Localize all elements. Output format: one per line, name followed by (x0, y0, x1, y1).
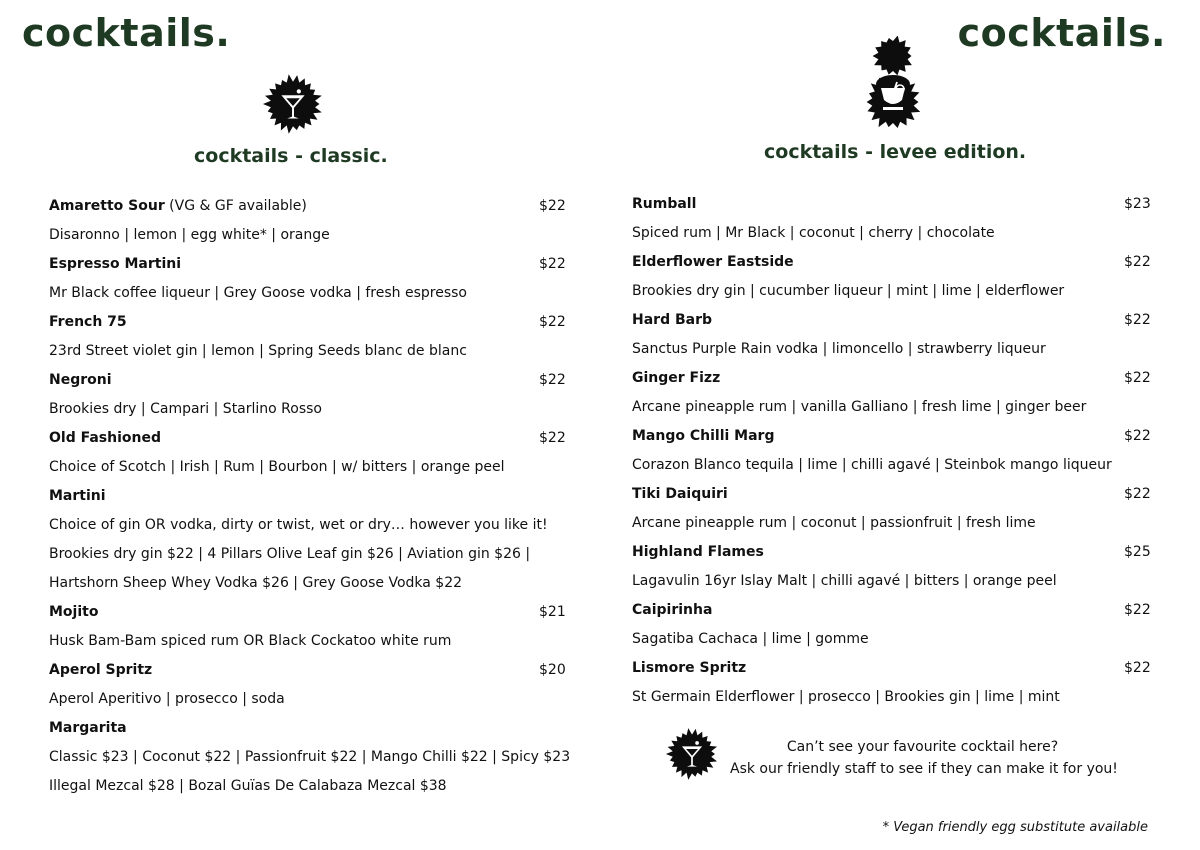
cocktail-description: Brookies dry gin $22 | 4 Pillars Olive Leaf gin $26 | Aviation gin $26 | (49, 546, 531, 562)
ask-staff-line-2: Ask our friendly staff to see if they can make it for you! (730, 761, 1118, 777)
menu-item-row (49, 656, 570, 685)
cocktail-description: Sagatiba Cachaca | lime | gomme (632, 631, 869, 647)
menu-item-row (632, 480, 1151, 509)
levee-section-title: cocktails - levee edition. (764, 141, 1027, 163)
cocktail-name: Margarita (49, 720, 127, 736)
cocktail-description: Classic $23 | Coconut $22 | Passionfruit $22 | Mango Chilli $22 | Spicy $23 (49, 749, 571, 765)
cocktail-description: St Germain Elderflower | prosecco | Brookies gin | lime | mint (632, 689, 1060, 705)
vegan-footnote: * Vegan friendly egg substitute available (882, 820, 1148, 835)
cocktail-name: Amaretto Sour (49, 198, 165, 214)
levee-menu-list (632, 190, 1151, 712)
cocktail-description: Illegal Mezcal $28 | Bozal Guïas De Calabaza Mezcal $38 (49, 778, 447, 794)
cocktail-name: Aperol Spritz (49, 662, 153, 678)
cocktail-price: $22 (1124, 428, 1151, 444)
cocktail-description: Hartshorn Sheep Whey Vodka $26 | Grey Goose Vodka $22 (49, 575, 463, 591)
cocktail-name: Ginger Fizz (632, 370, 721, 386)
martini-splat-icon (665, 727, 719, 781)
menu-item-row (632, 654, 1151, 683)
menu-item-row (49, 308, 570, 337)
cocktail-description: Husk Bam-Bam spiced rum OR Black Cockatoo white rum (49, 633, 452, 649)
cocktail-price: $22 (539, 430, 566, 446)
cocktail-name: Lismore Spritz (632, 660, 747, 676)
cocktail-price: $21 (539, 604, 566, 620)
menu-item-row (49, 424, 570, 453)
cocktail-description: Choice of gin OR vodka, dirty or twist, wet or dry… however you like it! (49, 517, 548, 533)
cocktail-price: $22 (539, 314, 566, 330)
cocktail-description: Aperol Aperitivo | prosecco | soda (49, 691, 285, 707)
menu-item-row (632, 364, 1151, 393)
cocktail-description: 23rd Street violet gin | lemon | Spring Seeds blanc de blanc (49, 343, 467, 359)
cocktail-name: Mojito (49, 604, 99, 620)
cocktail-price: $22 (1124, 312, 1151, 328)
cocktail-name: Tiki Daiquiri (632, 486, 728, 502)
cocktail-name: Negroni (49, 372, 112, 388)
menu-item-row (632, 248, 1151, 277)
menu-item-row (49, 598, 570, 627)
cocktail-name: Mango Chilli Marg (632, 428, 775, 444)
cocktail-name: Espresso Martini (49, 256, 182, 272)
menu-item-row (49, 714, 570, 743)
menu-item-row (632, 190, 1151, 219)
cocktail-price: $20 (539, 662, 566, 678)
cocktail-description: Arcane pineapple rum | vanilla Galliano | fresh lime | ginger beer (632, 399, 1087, 415)
cocktail-description: Lagavulin 16yr Islay Malt | chilli agavé | bitters | orange peel (632, 573, 1057, 589)
cocktail-name: Martini (49, 488, 106, 504)
menu-item-row (49, 482, 570, 511)
cocktail-name: Old Fashioned (49, 430, 161, 446)
menu-item-row (632, 306, 1151, 335)
brand-heading-left: cocktails. (22, 11, 231, 55)
levee-mascot-icon (862, 36, 924, 132)
menu-item-row (49, 192, 570, 221)
cocktail-description: Disaronno | lemon | egg white* | orange (49, 227, 330, 243)
cocktail-price: $22 (539, 198, 566, 214)
classic-menu-list (49, 192, 570, 801)
cocktail-description: Spiced rum | Mr Black | coconut | cherry | chocolate (632, 225, 995, 241)
cocktail-name: Hard Barb (632, 312, 713, 328)
cocktail-price: $22 (1124, 660, 1151, 676)
cocktail-name: Elderflower Eastside (632, 254, 794, 270)
menu-item-row (632, 538, 1151, 567)
menu-item-row (49, 366, 570, 395)
cocktail-description: Mr Black coffee liqueur | Grey Goose vodka | fresh espresso (49, 285, 467, 301)
cocktail-price: $22 (1124, 602, 1151, 618)
menu-item-row (632, 422, 1151, 451)
cocktail-description: Brookies dry gin | cucumber liqueur | mint | lime | elderflower (632, 283, 1065, 299)
cocktail-price: $22 (539, 372, 566, 388)
cocktail-price: $22 (539, 256, 566, 272)
menu-item-row (49, 250, 570, 279)
cocktail-note: (VG & GF available) (169, 198, 307, 214)
cocktail-name: Rumball (632, 196, 697, 212)
cocktail-description: Choice of Scotch | Irish | Rum | Bourbon | w/ bitters | orange peel (49, 459, 505, 475)
ask-staff-line-1: Can’t see your favourite cocktail here? (786, 739, 1059, 755)
menu-item-row (632, 596, 1151, 625)
ask-staff-note (730, 736, 1118, 780)
brand-heading-right: cocktails. (957, 11, 1166, 55)
cocktail-price: $25 (1124, 544, 1151, 560)
cocktail-description: Sanctus Purple Rain vodka | limoncello | strawberry liqueur (632, 341, 1046, 357)
classic-section-title: cocktails - classic. (194, 145, 388, 167)
martini-splat-icon (262, 73, 324, 135)
cocktail-description: Brookies dry | Campari | Starlino Rosso (49, 401, 322, 417)
cocktail-price: $22 (1124, 486, 1151, 502)
cocktail-description: Arcane pineapple rum | coconut | passionfruit | fresh lime (632, 515, 1036, 531)
cocktail-price: $23 (1124, 196, 1151, 212)
cocktail-name: Highland Flames (632, 544, 764, 560)
cocktail-name: Caipirinha (632, 602, 713, 618)
cocktail-description: Corazon Blanco tequila | lime | chilli agavé | Steinbok mango liqueur (632, 457, 1112, 473)
cocktail-name: French 75 (49, 314, 127, 330)
cocktail-price: $22 (1124, 370, 1151, 386)
cocktail-price: $22 (1124, 254, 1151, 270)
